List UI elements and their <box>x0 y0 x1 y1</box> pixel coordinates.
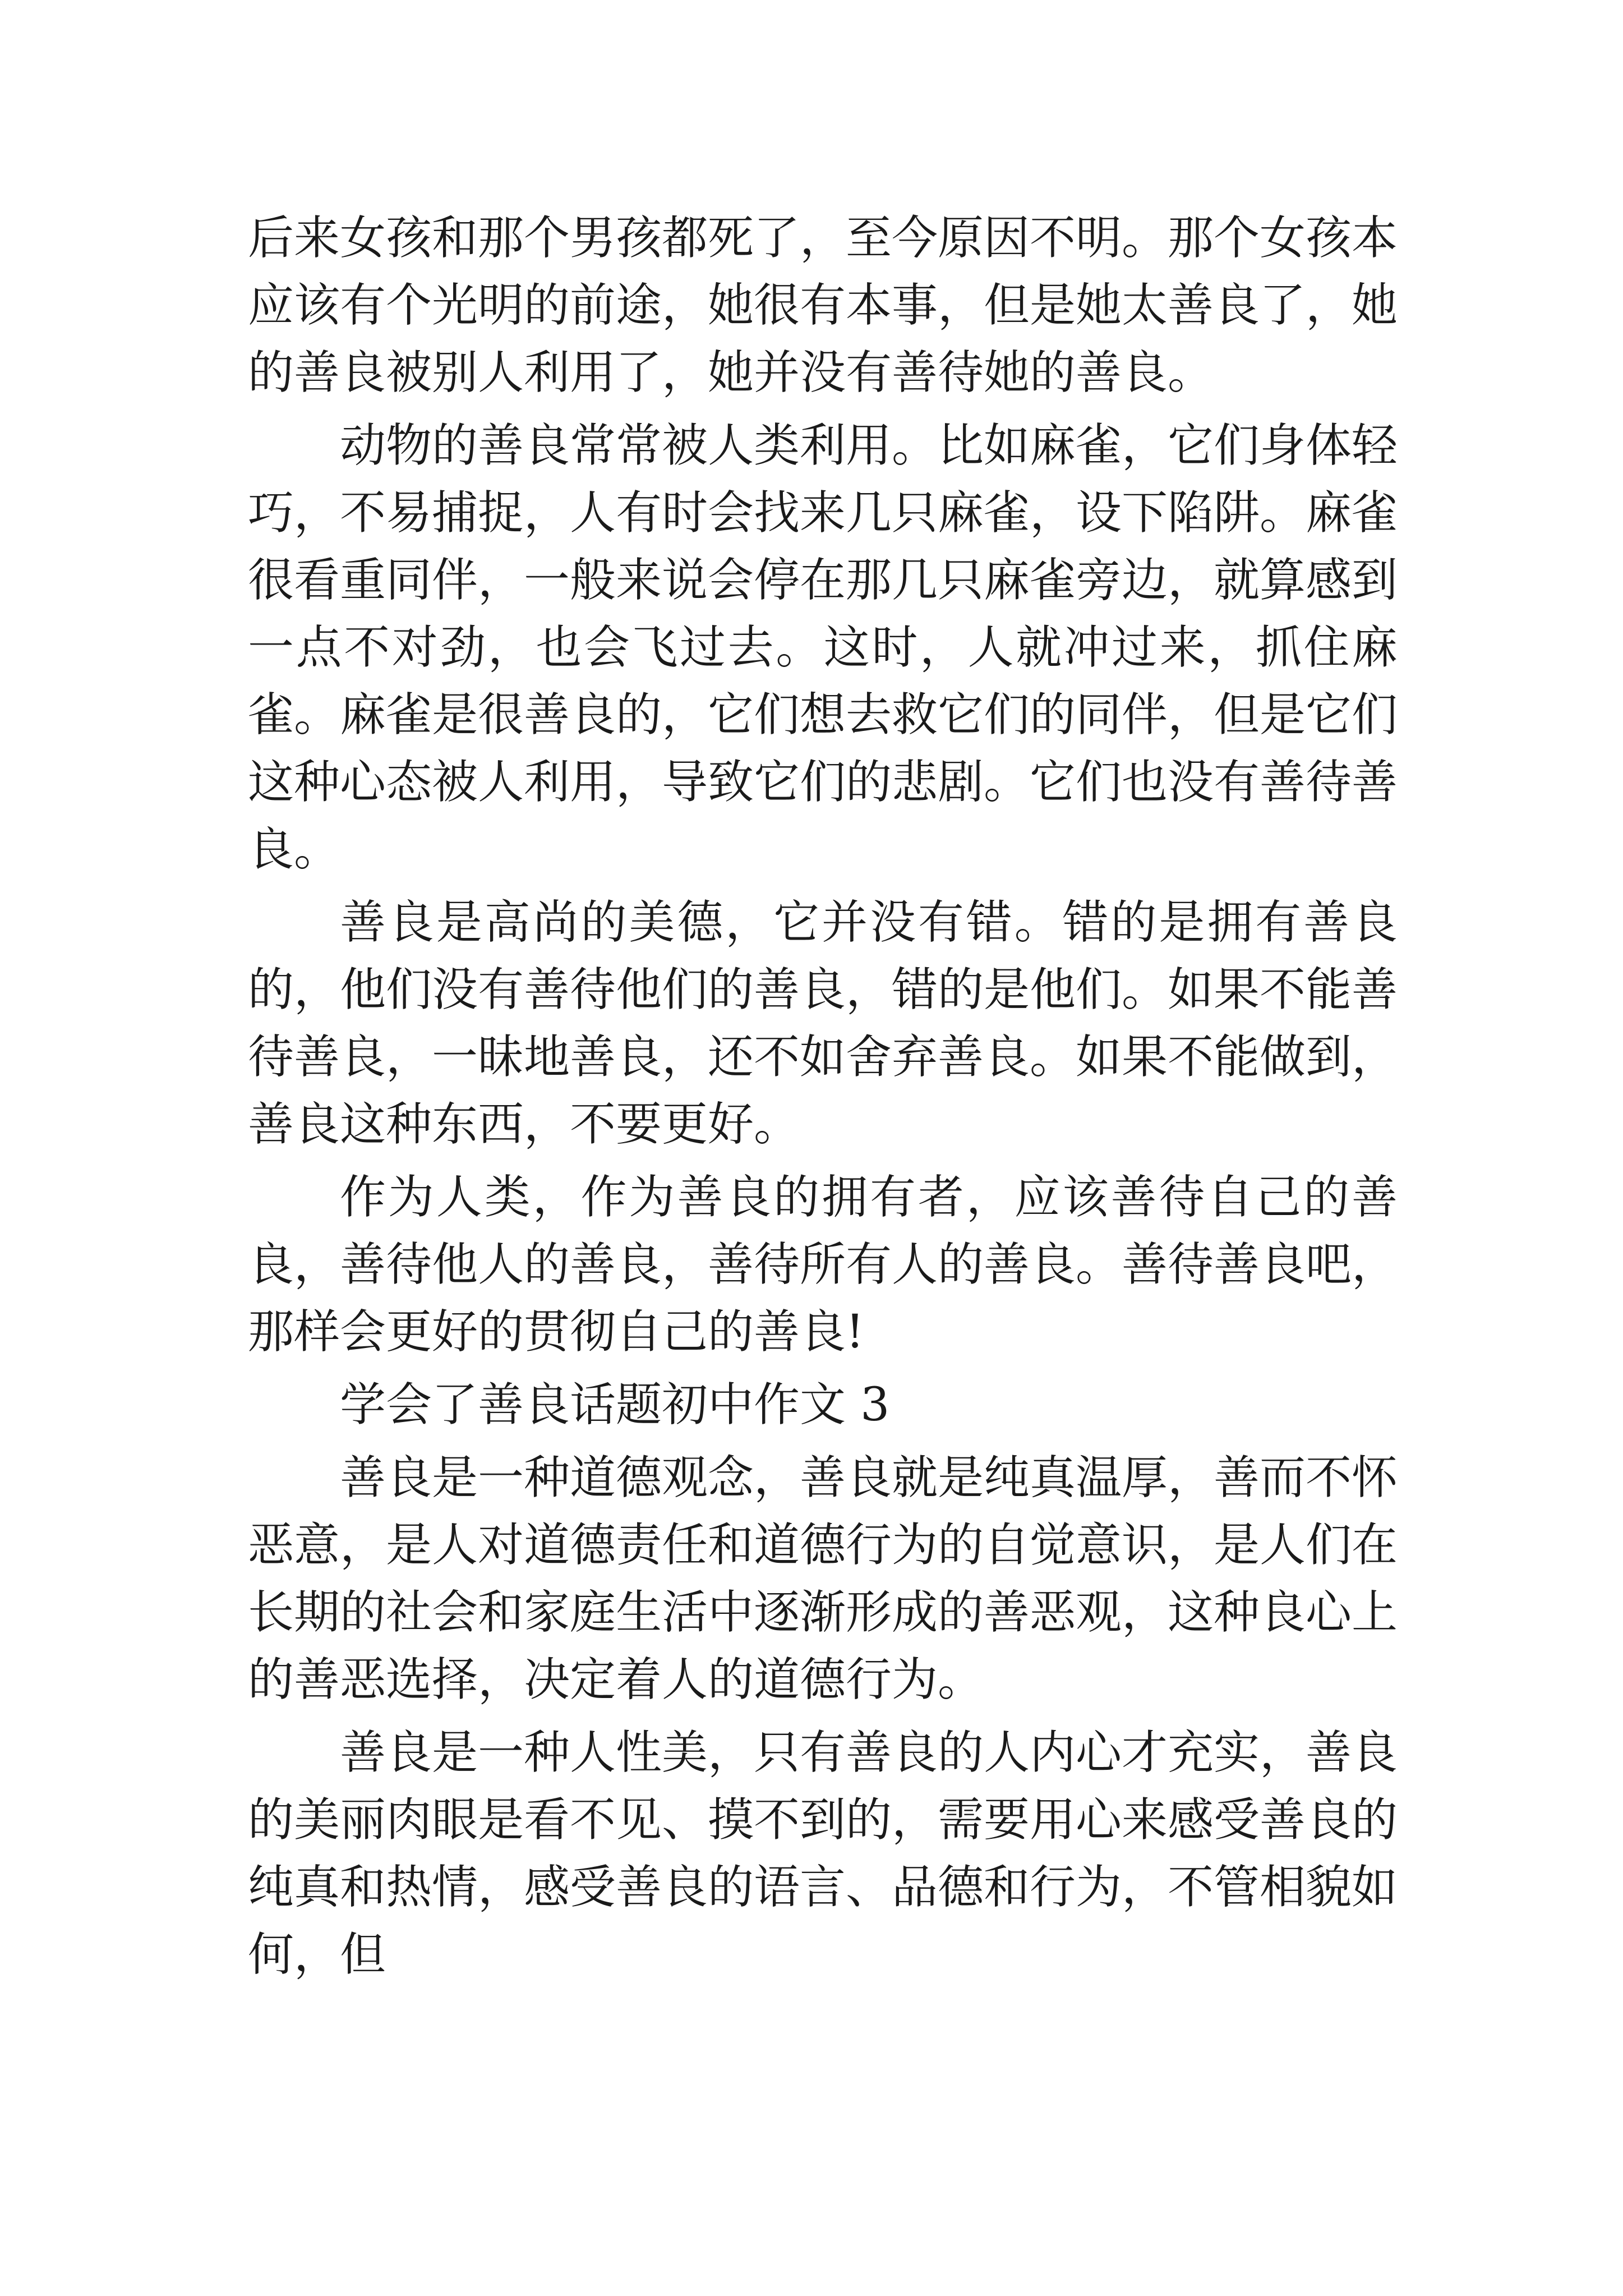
paragraph-gap <box>248 1366 1398 1372</box>
section-heading: 学会了善良话题初中作文 3 <box>340 1378 890 1432</box>
paragraph-gap <box>248 884 1398 889</box>
paragraph-gap <box>248 1439 1398 1444</box>
paragraph-3: 善良是高尚的美德，它并没有错。错的是拥有善良的，他们没有善待他们的善良，错的是他们。如果不能善待善良，一昧地善良，还不如舍弃善良。如果不能做到，善良这种东西，不要更好。 <box>248 896 1398 1151</box>
paragraph-6: 善良是一种人性美，只有善良的人内心才充实，善良的美丽肉眼是看不见、摸不到的，需要用心来感受善良的纯真和热情，感受善良的语言、品德和行为，不管相貌如何，但 <box>248 1726 1398 1981</box>
paragraph-gap <box>248 1158 1398 1164</box>
paragraph-1: 后来女孩和那个男孩都死了，至今原因不明。那个女孩本应该有个光明的前途，她很有本事，但是她太善良了，她的善良被别人利用了，她并没有善待她的善良。 <box>248 211 1398 399</box>
document-body <box>248 205 1398 1989</box>
paragraph-gap <box>248 407 1398 412</box>
paragraph-2: 动物的善良常常被人类利用。比如麻雀，它们身体轻巧，不易捕捉，人有时会找来几只麻雀，设下陷阱。麻雀很看重同伴，一般来说会停在那几只麻雀旁边，就算感到一点不对劲，也会飞过去。这时，人就冲过来，抓住麻雀。麻雀是很善良的，它们想去救它们的同伴，但是它们这种心态被人利用，导致它们的悲剧。它们也没有善待善良。 <box>248 419 1398 876</box>
paragraph-gap <box>248 1714 1398 1719</box>
paragraph-5: 善良是一种道德观念，善良就是纯真温厚，善而不怀恶意，是人对道德责任和道德行为的自觉意识，是人们在长期的社会和家庭生活中逐渐形成的善恶观，这种良心上的善恶选择，决定着人的道德行为。 <box>248 1451 1398 1706</box>
paragraph-4: 作为人类，作为善良的拥有者，应该善待自己的善良，善待他人的善良，善待所有人的善良。善待善良吧，那样会更好的贯彻自己的善良! <box>248 1171 1398 1359</box>
